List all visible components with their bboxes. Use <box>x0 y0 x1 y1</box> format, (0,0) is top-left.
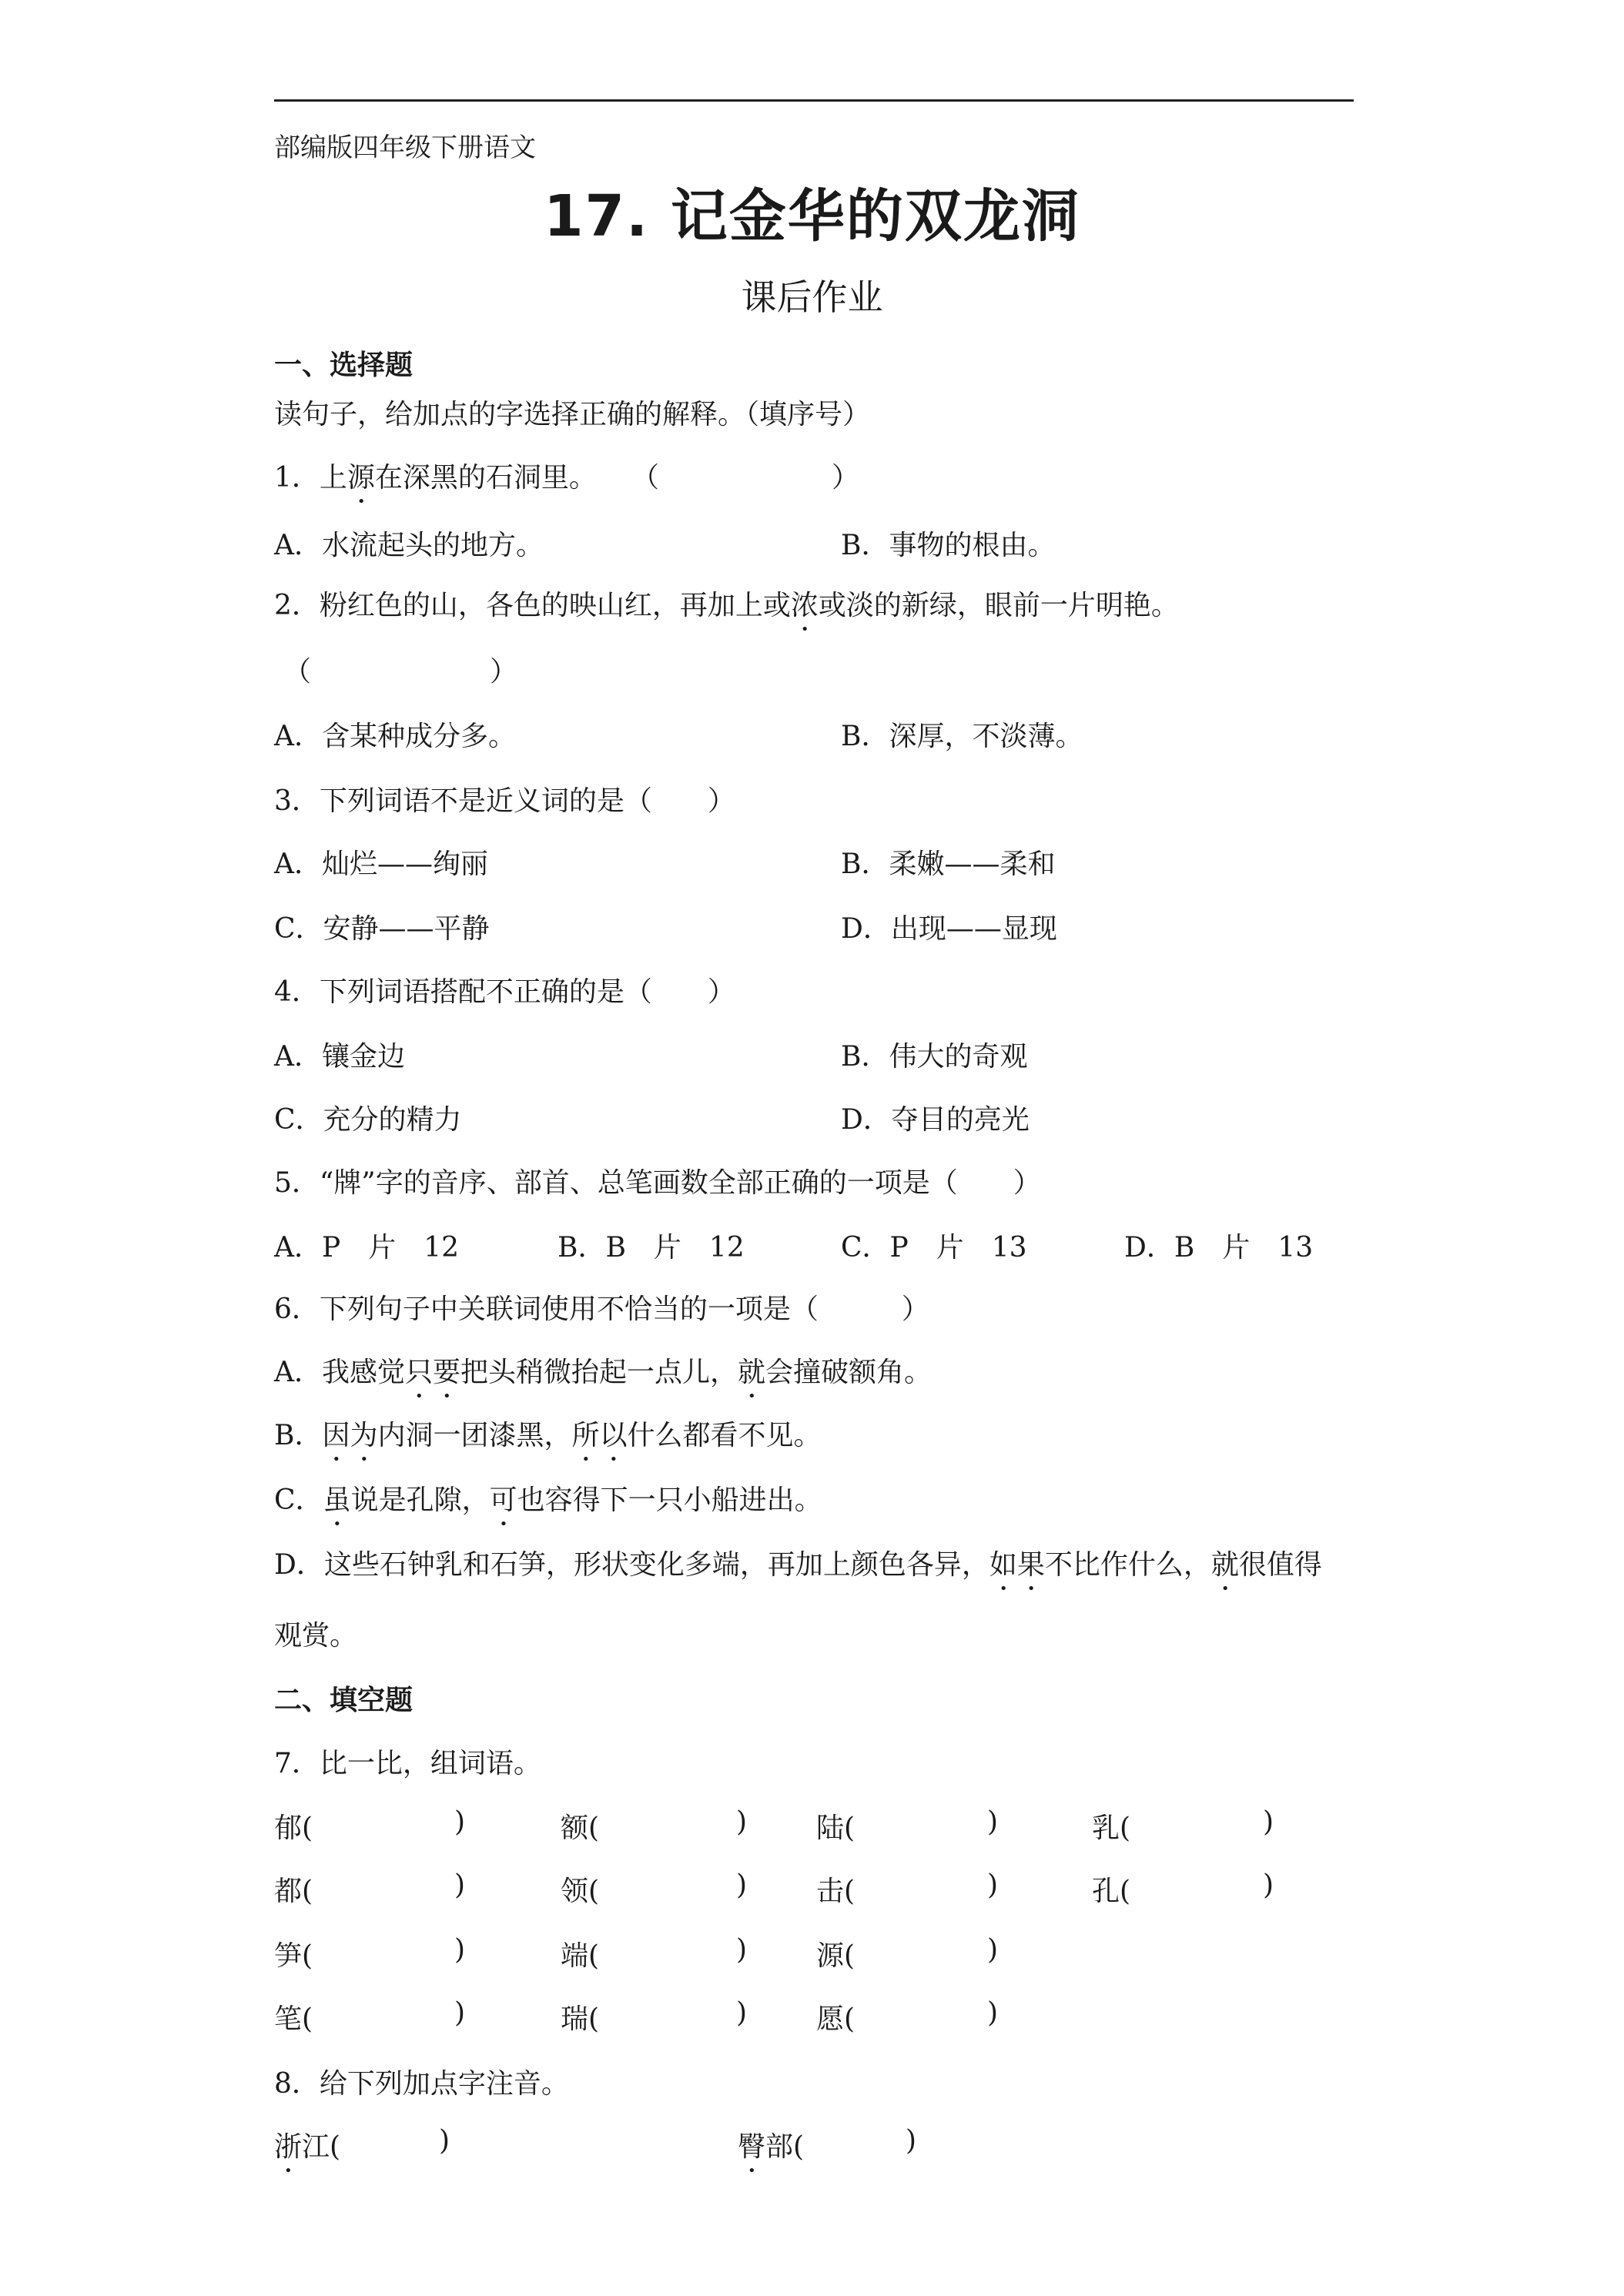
q6c-text-2: 说是孔隙， <box>350 1484 490 1516</box>
q3-option-b: B．柔嫩——柔和 <box>841 848 1056 880</box>
q6c-text-3: 也容得下一只小船进出。 <box>517 1484 822 1516</box>
q6c-text-1: C． <box>274 1484 323 1516</box>
q2-option-a: A．含某种成分多。 <box>274 721 516 752</box>
q7-cell-r0c0[interactable]: 郁( <box>274 1812 313 1844</box>
q2-option-b: B．深厚，不淡薄。 <box>841 721 1083 752</box>
q6a-text-1: A．我感觉 <box>274 1357 405 1388</box>
q6d-dotted-2: 就 <box>1210 1549 1239 1581</box>
q7-cell-r1c1[interactable]: 领( <box>561 1876 600 1907</box>
q7-close: ) <box>454 1997 466 2029</box>
q5-option-c: C．P 片 13 <box>841 1232 1027 1263</box>
q6-option-b <box>274 1414 822 1468</box>
q5-option-d: D．B 片 13 <box>1124 1232 1314 1263</box>
q6c-dotted-2: 可 <box>489 1484 517 1516</box>
q7-close: ) <box>987 1806 999 1838</box>
q7-cell-r2c0[interactable]: 笋( <box>274 1940 313 1972</box>
q7-cell-r2c2[interactable]: 源( <box>816 1940 856 1972</box>
q6d-text-1: D．这些石钟乳和石笋，形状变化多端，再加上颜色各异， <box>274 1549 989 1581</box>
q8-item1-dotted: 浙 <box>274 2131 303 2163</box>
q1-option-b: B．事物的根由。 <box>841 530 1056 561</box>
question-2 <box>274 584 1179 638</box>
q7-cell-r1c0[interactable]: 都( <box>274 1876 313 1907</box>
page-title: 17. 记金华的双龙洞 <box>544 183 1080 249</box>
q6b-text-1: B． <box>274 1420 323 1451</box>
q4-option-a: A．镶金边 <box>274 1041 405 1073</box>
q6-option-d-line2: 观赏。 <box>274 1620 358 1652</box>
q6d-dotted-1: 如果 <box>989 1549 1045 1581</box>
q7-cell-r2c1[interactable]: 端( <box>561 1940 600 1972</box>
q7-close: ) <box>736 1934 748 1966</box>
q6a-dotted-2: 就 <box>738 1357 766 1388</box>
q5-option-a: A．P 片 12 <box>274 1232 460 1263</box>
q1-option-a: A．水流起头的地方。 <box>274 530 544 561</box>
q1-prefix: 1．上 <box>274 462 347 494</box>
q2-answer-blank-close: ） <box>490 656 518 688</box>
question-5: 5．“牌”字的音序、部首、总笔画数全部正确的一项是（ ） <box>274 1167 1041 1199</box>
q7-close: ) <box>736 1997 748 2029</box>
q6b-text-3: 什么都看不见。 <box>627 1420 822 1451</box>
q7-close: ) <box>1263 1869 1274 1901</box>
q8-item1-close: ) <box>439 2125 450 2157</box>
q7-cell-r0c2[interactable]: 陆( <box>816 1812 856 1844</box>
q7-close: ) <box>454 1869 466 1901</box>
q6a-text-2: 把头稍微抬起一点儿， <box>460 1357 738 1388</box>
q8-item2-dotted: 臀 <box>738 2131 766 2163</box>
q8-item2-close: ) <box>906 2125 917 2157</box>
q6d-text-3: 很值得 <box>1238 1549 1322 1581</box>
q3-option-d: D．出现——显现 <box>841 913 1057 945</box>
q4-option-b: B．伟大的奇观 <box>841 1041 1028 1073</box>
q6b-dotted-2: 所以 <box>571 1420 628 1451</box>
question-4: 4．下列词语搭配不正确的是（ ） <box>274 976 735 1008</box>
q2-dotted-char: 浓 <box>790 590 819 621</box>
q7-cell-r0c1[interactable]: 额( <box>561 1812 600 1844</box>
q2-answer-blank-open[interactable]: （ <box>283 656 312 688</box>
q8-item-2[interactable] <box>738 2125 804 2179</box>
question-1 <box>274 456 597 510</box>
subject-header: 部编版四年级下册语文 <box>274 132 536 163</box>
question-7: 7．比一比，组词语。 <box>274 1748 541 1779</box>
q7-close: ) <box>987 1934 999 1966</box>
q7-close: ) <box>736 1869 748 1901</box>
header-rule <box>274 99 1354 102</box>
q6c-dotted-1: 虽 <box>323 1484 351 1516</box>
q8-item-1[interactable] <box>274 2125 340 2179</box>
q5-option-b: B．B 片 12 <box>558 1232 745 1263</box>
section-heading-choice: 一、选择题 <box>274 350 414 381</box>
q4-option-c: C．充分的精力 <box>274 1104 462 1136</box>
q7-close: ) <box>736 1806 748 1838</box>
q7-cell-r1c2[interactable]: 击( <box>816 1876 856 1907</box>
q6-option-a <box>274 1350 932 1404</box>
q7-cell-r3c1[interactable]: 瑞( <box>561 2003 600 2035</box>
q7-close: ) <box>454 1806 466 1838</box>
q7-close: ) <box>454 1934 466 1966</box>
q6b-dotted-1: 因为 <box>322 1420 378 1451</box>
page-subtitle: 课后作业 <box>741 276 883 318</box>
q7-close: ) <box>1263 1806 1274 1838</box>
q6-option-c <box>274 1478 822 1532</box>
q8-item2-rest: 部( <box>765 2131 805 2163</box>
q7-cell-r0c3[interactable]: 乳( <box>1092 1812 1131 1844</box>
question-8: 8．给下列加点字注音。 <box>274 2068 569 2100</box>
q3-option-a: A．灿烂——绚丽 <box>274 848 488 880</box>
q6b-text-2: 内洞一团漆黑， <box>377 1420 572 1451</box>
question-3: 3．下列词语不是近义词的是（ ） <box>274 785 735 817</box>
q4-option-d: D．夺目的亮光 <box>841 1104 1030 1136</box>
q1-dotted-char: 源 <box>347 462 375 494</box>
q6d-text-2: 不比作什么， <box>1044 1549 1211 1581</box>
q6a-text-3: 会撞破额角。 <box>765 1357 933 1388</box>
q7-cell-r1c3[interactable]: 孔( <box>1092 1876 1131 1907</box>
q1-suffix: 在深黑的石洞里。 <box>374 462 597 494</box>
question-6: 6．下列句子中关联词使用不恰当的一项是（ ） <box>274 1294 929 1325</box>
q6-option-d <box>274 1543 1322 1597</box>
q2-prefix: 2．粉红色的山，各色的映山红，再加上或 <box>274 590 791 621</box>
q7-close: ) <box>987 1869 999 1901</box>
q1-answer-blank-close: ） <box>832 462 860 494</box>
q7-close: ) <box>987 1997 999 2029</box>
q8-item1-rest: 江( <box>302 2131 341 2163</box>
q7-cell-r3c0[interactable]: 笔( <box>274 2003 313 2035</box>
q6a-dotted-1: 只要 <box>405 1357 461 1388</box>
q3-option-c: C．安静——平静 <box>274 913 490 945</box>
instruction: 读句子，给加点的字选择正确的解释。（填序号） <box>274 399 871 430</box>
q2-suffix: 或淡的新绿，眼前一片明艳。 <box>818 590 1179 621</box>
q1-answer-blank-open[interactable]: （ <box>631 462 660 494</box>
q7-cell-r3c2[interactable]: 愿( <box>816 2003 856 2035</box>
section-heading-fill: 二、填空题 <box>274 1685 414 1716</box>
